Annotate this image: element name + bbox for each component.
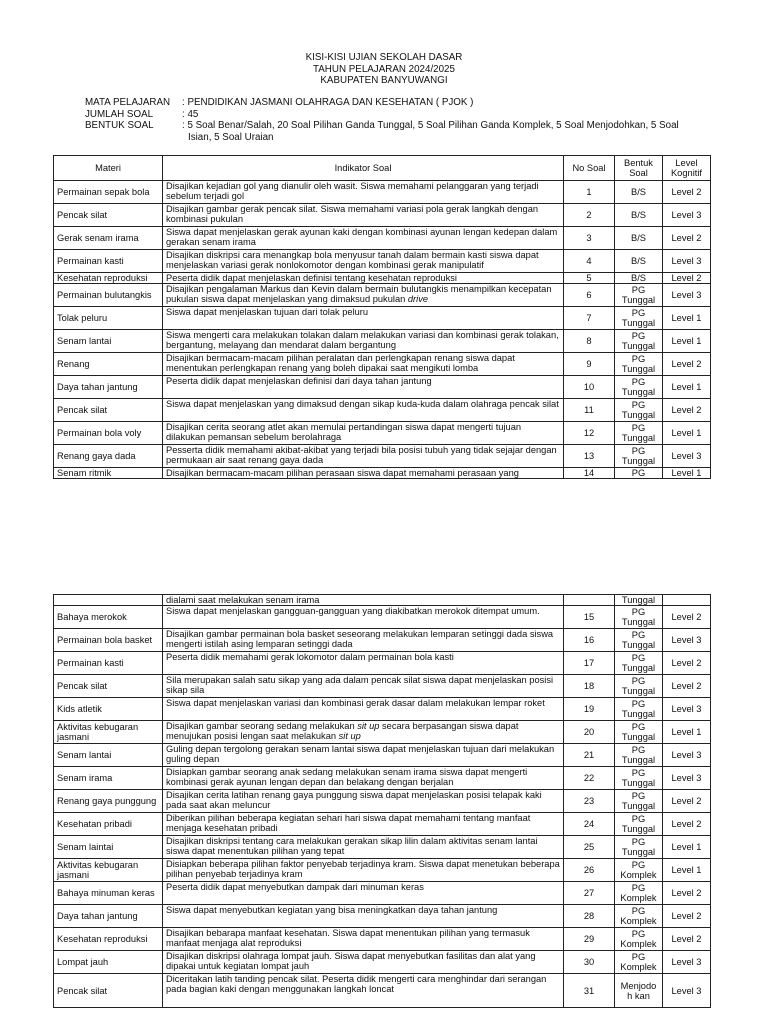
cell-no-soal: 22 <box>564 767 615 790</box>
cell-indikator: Disajikan diskripsi olahraga lompat jauh. Siswa dapat menyebutkan fasilitas dan alat yang dipakai untuk kegiatan lompat jauh <box>163 951 564 974</box>
table-row <box>54 790 711 813</box>
table-row <box>54 721 711 744</box>
table-row <box>54 606 711 629</box>
cell-level: Level 1 <box>663 859 711 882</box>
cell-level: Level 2 <box>663 652 711 675</box>
cell-no-soal: 26 <box>564 859 615 882</box>
cell-materi: Senam laintai <box>54 836 163 859</box>
cell-materi: Lompat jauh <box>54 951 163 974</box>
cell-materi: Kesehatan reproduksi <box>54 273 163 284</box>
cell-materi: Senam lantai <box>54 330 163 353</box>
cell-bentuk-soal: PG Tunggal <box>615 652 663 675</box>
cell-bentuk-soal: B/S <box>615 250 663 273</box>
table-row <box>54 836 711 859</box>
table-row-continued <box>54 595 711 606</box>
cell-bentuk-soal: B/S <box>615 181 663 204</box>
cell-level: Level 2 <box>663 905 711 928</box>
table-row <box>54 675 711 698</box>
cell-bentuk-soal: B/S <box>615 273 663 284</box>
table-row <box>54 974 711 1008</box>
cell-no-soal: 18 <box>564 675 615 698</box>
cell-no-soal: 1 <box>564 181 615 204</box>
cell-level: Level 3 <box>663 974 711 1008</box>
cell-level: Level 1 <box>663 422 711 445</box>
form-value-line-2: Isian, 5 Soal Uraian <box>188 131 274 143</box>
cell-level: Level 1 <box>663 721 711 744</box>
cell-materi: Permainan bola voly <box>54 422 163 445</box>
cell-no-soal: 23 <box>564 790 615 813</box>
form-label: BENTUK SOAL <box>85 120 154 131</box>
header-level-kognitif: Level Kognitif <box>663 156 711 181</box>
cell-indikator: dialami saat melakukan senam irama <box>163 595 564 606</box>
cell-bentuk-soal: B/S <box>615 204 663 227</box>
cell-level: Level 3 <box>663 744 711 767</box>
cell-bentuk-soal: PG Komplek <box>615 905 663 928</box>
table-row <box>54 422 711 445</box>
cell-no-soal: 4 <box>564 250 615 273</box>
cell-bentuk-soal: PG Tunggal <box>615 698 663 721</box>
cell-bentuk-soal: PG Tunggal <box>615 284 663 307</box>
cell-level: Level 3 <box>663 698 711 721</box>
cell-materi: Aktivitas kebugaran jasmani <box>54 721 163 744</box>
cell-indikator: Diberikan pilihan beberapa kegiatan sehari hari siswa dapat memahami tentang manfaat menjaga kesehatan pribadi <box>163 813 564 836</box>
subject-value: : PENDIDIKAN JASMANI OLAHRAGA DAN KESEHATAN ( PJOK ) <box>182 97 474 108</box>
cell-indikator: Guling depan tergolong gerakan senam lantai siswa dapat menjelaskan tujuan dari melakukan guling depan <box>163 744 564 767</box>
cell-no-soal: 5 <box>564 273 615 284</box>
table-row <box>54 273 711 284</box>
cell-no-soal: 11 <box>564 399 615 422</box>
form-value <box>182 120 702 143</box>
cell-level: Level 3 <box>663 767 711 790</box>
table-row <box>54 744 711 767</box>
cell-indikator: Disajikan gambar seorang sedang melakukan sit up secara berpasangan siswa dapat menujukan posisi lengan saat melakukan sit up <box>163 721 564 744</box>
cell-materi: Pencak silat <box>54 399 163 422</box>
cell-materi: Aktivitas kebugaran jasmani <box>54 859 163 882</box>
document-meta <box>85 97 702 143</box>
cell-level: Level 2 <box>663 273 711 284</box>
count-value: : 45 <box>182 108 199 120</box>
cell-bentuk-soal: PG Tunggal <box>615 376 663 399</box>
table-row <box>54 376 711 399</box>
table-header-row <box>54 156 711 181</box>
table-row <box>54 698 711 721</box>
cell-materi: Kids atletik <box>54 698 163 721</box>
cell-materi: Senam ritmik <box>54 468 163 479</box>
cell-level: Level 3 <box>663 204 711 227</box>
cell-materi: Daya tahan jantung <box>54 376 163 399</box>
cell-indikator: Disajikan gambar permainan bola basket seseorang melakukan lemparan setinggi dada siswa mengerti istilah asing lemparan setinggi dada <box>163 629 564 652</box>
cell-indikator: Disajikan bebarapa manfaat kesehatan. Siswa dapat menentukan pilihan yang termasuk manfaat menjaga alat reproduksi <box>163 928 564 951</box>
table-row <box>54 859 711 882</box>
cell-bentuk-soal: PG Tunggal <box>615 445 663 468</box>
cell-materi: Senam lantai <box>54 744 163 767</box>
cell-materi: Tolak peluru <box>54 307 163 330</box>
table-row <box>54 330 711 353</box>
cell-indikator: Disajikan cerita seorang atlet akan memulai pertandingan siswa dapat mengerti tujuan dilakukan pemansan sebelum berolahraga <box>163 422 564 445</box>
cell-indikator: Siswa dapat menjelaskan tujuan dari tolak peluru <box>163 307 564 330</box>
table-row <box>54 307 711 330</box>
table-row <box>54 629 711 652</box>
cell-no-soal: 12 <box>564 422 615 445</box>
cell-materi: Permainan sepak bola <box>54 181 163 204</box>
cell-level: Level 1 <box>663 307 711 330</box>
cell-no-soal: 30 <box>564 951 615 974</box>
cell-level: Level 3 <box>663 445 711 468</box>
cell-indikator: Disajikan pengalaman Markus dan Kevin dalam bermain bulutangkis menampilkan kecepatan pukulan siswa dapat menjelaskan yang dimaksud pukulan drive <box>163 284 564 307</box>
cell-no-soal: 3 <box>564 227 615 250</box>
cell-bentuk-soal: PG Tunggal <box>615 721 663 744</box>
cell-bentuk-soal: B/S <box>615 227 663 250</box>
cell-indikator: Siswa dapat menyebutkan kegiatan yang bisa meningkatkan daya tahan jantung <box>163 905 564 928</box>
cell-bentuk-soal: PG Tunggal <box>615 744 663 767</box>
table-row <box>54 951 711 974</box>
cell-indikator: Peserta didik dapat menjelaskan definisi tentang kesehatan reproduksi <box>163 273 564 284</box>
table-row <box>54 882 711 905</box>
cell-materi: Permainan kasti <box>54 250 163 273</box>
cell-level: Level 2 <box>663 928 711 951</box>
cell-materi: Pencak silat <box>54 974 163 1008</box>
cell-level: Level 2 <box>663 399 711 422</box>
cell-bentuk-soal: PG Tunggal <box>615 675 663 698</box>
cell-bentuk-soal: PG Tunggal <box>615 790 663 813</box>
cell-bentuk-soal: PG Tunggal <box>615 330 663 353</box>
table-row <box>54 767 711 790</box>
table-row <box>54 284 711 307</box>
cell-materi: Gerak senam irama <box>54 227 163 250</box>
cell-level: Level 2 <box>663 813 711 836</box>
cell-level: Level 2 <box>663 790 711 813</box>
cell-indikator: Siswa mengerti cara melakukan tolakan dalam melakukan variasi dan kombinasi gerak tolakan, bergantung, melayang dan mendarat dalam bergantung <box>163 330 564 353</box>
cell-level: Level 3 <box>663 629 711 652</box>
cell-bentuk-soal: Menjodo h kan <box>615 974 663 1008</box>
cell-materi: Renang gaya punggung <box>54 790 163 813</box>
cell-indikator: Disiapkan gambar seorang anak sedang melakukan senam irama siswa dapat mengerti kombinasi gerak ayunan lengan depan dan belakang dengan berjalan <box>163 767 564 790</box>
cell-no-soal: 6 <box>564 284 615 307</box>
table-row <box>54 445 711 468</box>
cell-no-soal: 27 <box>564 882 615 905</box>
cell-no-soal: 10 <box>564 376 615 399</box>
cell-level: Level 2 <box>663 353 711 376</box>
cell-level: Level 2 <box>663 181 711 204</box>
cell-level: Level 1 <box>663 836 711 859</box>
cell-indikator: Pesserta didik memahami akibat-akibat yang terjadi bila posisi tubuh yang tidak sejajar dengan permukaan air saat renang gaya dada <box>163 445 564 468</box>
cell-materi: Daya tahan jantung <box>54 905 163 928</box>
cell-no-soal: 13 <box>564 445 615 468</box>
cell-materi: Senam irama <box>54 767 163 790</box>
cell-bentuk-soal: PG <box>615 468 663 479</box>
cell-no-soal: 24 <box>564 813 615 836</box>
cell-indikator: Disajikan kejadian gol yang dianulir oleh wasit. Siswa memahami pelanggaran yang terjadi sebelum terjadi gol <box>163 181 564 204</box>
cell-bentuk-soal: PG Tunggal <box>615 399 663 422</box>
cell-indikator: Siswa dapat menjelaskan gerak ayunan kaki dengan kombinasi ayunan lengan kedepan dalam gerakan senam irama <box>163 227 564 250</box>
table-row <box>54 181 711 204</box>
table-row <box>54 905 711 928</box>
cell-no-soal: 20 <box>564 721 615 744</box>
header-indikator: Indikator Soal <box>163 156 564 181</box>
header-no-soal: No Soal <box>564 156 615 181</box>
cell-bentuk-soal: PG Komplek <box>615 859 663 882</box>
table-row <box>54 468 711 479</box>
table-row <box>54 250 711 273</box>
cell-materi: Kesehatan pribadi <box>54 813 163 836</box>
cell-bentuk-soal: PG Tunggal <box>615 629 663 652</box>
cell-indikator: Disajikan bermacam-macam pilihan perasaan siswa dapat memahami perasaan yang <box>163 468 564 479</box>
cell-bentuk-soal: PG Tunggal <box>615 307 663 330</box>
cell-level: Level 2 <box>663 882 711 905</box>
cell-indikator: Disajikan gambar gerak pencak silat. Siswa memahami variasi pola gerak langkah dengan kombinasi pukulan <box>163 204 564 227</box>
cell-no-soal: 17 <box>564 652 615 675</box>
cell-indikator: Siswa dapat menjelaskan yang dimaksud dengan sikap kuda-kuda dalam olahraga pencak silat <box>163 399 564 422</box>
form-value-line-1: : 5 Soal Benar/Salah, 20 Soal Pilihan Ganda Tunggal, 5 Soal Pilihan Ganda Komplek, 5 Soal Menjodohkan, 5 Soal <box>182 120 679 131</box>
cell-level: Level 3 <box>663 250 711 273</box>
cell-level: Level 3 <box>663 284 711 307</box>
cell-indikator: Siswa dapat menjelaskan variasi dan kombinasi gerak dasar dalam melakukan lempar roket <box>163 698 564 721</box>
cell-indikator: Disajikan bermacam-macam pilihan peralatan dan perlengkapan renang siswa dapat menentukan perlengkapan renang yang boleh dipakai saat mengikuti lomba <box>163 353 564 376</box>
cell-bentuk-soal: PG Komplek <box>615 882 663 905</box>
table-row <box>54 204 711 227</box>
header-bentuk-soal: Bentuk Soal <box>615 156 663 181</box>
header-materi: Materi <box>54 156 163 181</box>
cell-indikator: Siswa dapat menjelaskan gangguan-gangguan yang diakibatkan merokok ditempat umum. <box>163 606 564 629</box>
cell-no-soal: 28 <box>564 905 615 928</box>
cell-materi: Bahaya minuman keras <box>54 882 163 905</box>
cell-no-soal: 21 <box>564 744 615 767</box>
table-row <box>54 813 711 836</box>
cell-materi: Renang <box>54 353 163 376</box>
cell-materi: Pencak silat <box>54 204 163 227</box>
cell-indikator: Diceritakan latih tanding pencak silat. Peserta didik mengerti cara menghindar dari serangan pada bagian kaki dengan menggunakan langkah loncat <box>163 974 564 1008</box>
cell-indikator: Peserta didik dapat menjelaskan definisi dari daya tahan jantung <box>163 376 564 399</box>
cell-no-soal: 7 <box>564 307 615 330</box>
cell-no-soal: 15 <box>564 606 615 629</box>
table-row <box>54 399 711 422</box>
title-line-1: KISI-KISI UJIAN SEKOLAH DASAR <box>305 52 463 63</box>
table-row <box>54 353 711 376</box>
cell-no-soal: 9 <box>564 353 615 376</box>
cell-no-soal: 16 <box>564 629 615 652</box>
grid-table-page-1 <box>53 155 711 479</box>
cell-level: Level 2 <box>663 227 711 250</box>
cell-bentuk-soal: PG Tunggal <box>615 767 663 790</box>
cell-indikator: Peserta didik dapat menyebutkan dampak dari minuman keras <box>163 882 564 905</box>
cell-bentuk-soal: PG Komplek <box>615 951 663 974</box>
count-label: JUMLAH SOAL <box>85 108 154 120</box>
cell-materi: Permainan bulutangkis <box>54 284 163 307</box>
cell-indikator: Disiapkan beberapa pilihan faktor penyebab terjadinya kram. Siswa dapat menetukan beberapa pilihan penyebab terjadinya kram <box>163 859 564 882</box>
cell-bentuk: Tunggal <box>615 595 663 606</box>
cell-no-soal: 2 <box>564 204 615 227</box>
cell-bentuk-soal: PG Tunggal <box>615 353 663 376</box>
table-row <box>54 652 711 675</box>
cell-indikator: Peserta didik memahami gerak lokomotor dalam permainan bola kasti <box>163 652 564 675</box>
cell-bentuk-soal: PG Tunggal <box>615 606 663 629</box>
cell-no-soal: 25 <box>564 836 615 859</box>
cell-indikator: Disajikan diskripsi cara menangkap bola menyusur tanah dalam bermain kasti siswa dapat menjelaskan variasi gerak nonlokomotor dengan kombinasi gerak manipulatif <box>163 250 564 273</box>
cell-no-soal: 29 <box>564 928 615 951</box>
table-row <box>54 928 711 951</box>
cell-no-soal: 8 <box>564 330 615 353</box>
cell-level: Level 2 <box>663 675 711 698</box>
cell-materi: Permainan kasti <box>54 652 163 675</box>
table-row <box>54 227 711 250</box>
cell-level: Level 1 <box>663 376 711 399</box>
document-title <box>0 52 768 87</box>
title-line-2: TAHUN PELAJARAN 2024/2025 <box>313 63 455 75</box>
cell-no-soal: 14 <box>564 468 615 479</box>
cell-materi: Pencak silat <box>54 675 163 698</box>
cell-bentuk-soal: PG Tunggal <box>615 422 663 445</box>
title-line-3: KABUPATEN BANYUWANGI <box>320 75 448 86</box>
cell-level: Level 1 <box>663 468 711 479</box>
cell-level: Level 1 <box>663 330 711 353</box>
cell-materi: Kesehatan reproduksi <box>54 928 163 951</box>
cell-indikator: Sila merupakan salah satu sikap yang ada dalam pencak silat siswa dapat menjelaskan posisi sikap sila <box>163 675 564 698</box>
cell-no-soal: 19 <box>564 698 615 721</box>
cell-level: Level 2 <box>663 606 711 629</box>
cell-indikator: Disajikan cerita latihan renang gaya punggung siswa dapat menjelaskan posisi telapak kaki pada saat akan meluncur <box>163 790 564 813</box>
cell-materi: Permainan bola basket <box>54 629 163 652</box>
cell-bentuk-soal: PG Tunggal <box>615 836 663 859</box>
cell-level: Level 3 <box>663 951 711 974</box>
subject-label: MATA PELAJARAN <box>85 97 171 108</box>
cell-no-soal: 31 <box>564 974 615 1008</box>
grid-table-page-2 <box>53 594 711 1008</box>
cell-materi: Bahaya merokok <box>54 606 163 629</box>
cell-bentuk-soal: PG Komplek <box>615 928 663 951</box>
cell-bentuk-soal: PG Tunggal <box>615 813 663 836</box>
cell-materi: Renang gaya dada <box>54 445 163 468</box>
cell-indikator: Disajikan diskripsi tentang cara melakukan gerakan sikap lilin dalam aktivitas senam lantai siswa dapat menentukan pilihan yang tepat <box>163 836 564 859</box>
